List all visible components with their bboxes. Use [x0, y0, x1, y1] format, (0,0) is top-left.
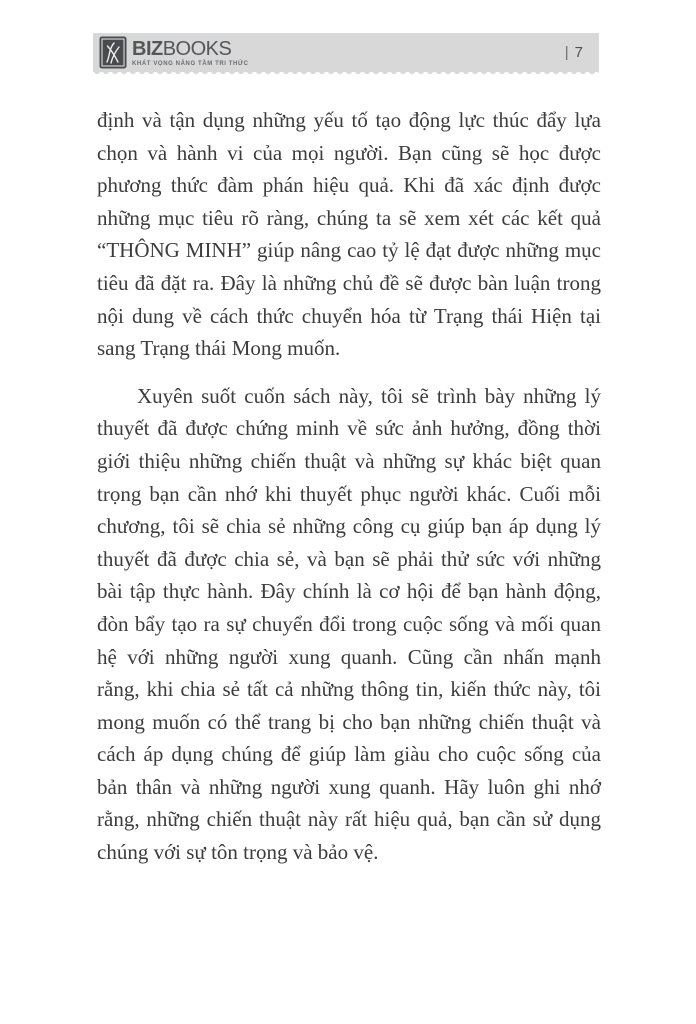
bizbooks-logo: [99, 36, 249, 69]
header-bar: [93, 33, 599, 72]
brand-name-biz: BIZ: [132, 37, 163, 60]
page-number-divider: |: [564, 44, 569, 61]
paragraph: Xuyên suốt cuốn sách này, tôi sẽ trình bày những lý thuyết đã được chứng minh về sức ảnh hưởng, đồng thời giới thiệu những chiến thuật và những sự khác biệt quan trọng bạn cần nhớ khi thuyết phục người khác. Cuối mỗi chương, tôi sẽ chia sẻ những công cụ giúp bạn áp dụng lý thuyết đã được chia sẻ, và bạn sẽ phải thử sức với những bài tập thực hành. Đây chính là cơ hội để bạn hành động, đòn bẩy tạo ra sự chuyển đổi trong cuộc sống và mối quan hệ với những người xung quanh. Cũng cần nhấn mạnh rằng, khi chia sẻ tất cả những thông tin, kiến thức này, tôi mong muốn có thể trang bị cho bạn những chiến thuật và cách áp dụng chúng để giúp làm giàu cho cuộc sống của bản thân và những người xung quanh. Hãy luôn ghi nhớ rằng, những chiến thuật này rất hiệu quả, bạn cần sử dụng chúng với sự tôn trọng và bảo vệ.: [97, 383, 601, 865]
brand-name-books: BOOKS: [162, 37, 232, 60]
brand-name: [132, 39, 249, 59]
brand-text: [132, 39, 249, 67]
bizbooks-logo-icon: [99, 36, 127, 69]
paragraph: định và tận dụng những yếu tố tạo động lực thúc đẩy lựa chọn và hành vi của mọi người. Bạn cũng sẽ học được phương thức đàm phán hiệu quả. Khi đã xác định được những mục tiêu rõ ràng, chúng ta sẽ xem xét các kết quả “THÔNG MINH” giúp nâng cao tỷ lệ đạt được những mục tiêu đã đặt ra. Đây là những chủ đề sẽ được bàn luận trong nội dung về cách thức chuyển hóa từ Trạng thái Hiện tại sang Trạng thái Mong muốn.: [97, 108, 601, 361]
page-number-value: 7: [574, 44, 583, 61]
page-number: [565, 44, 583, 61]
page-content: [97, 104, 601, 869]
brand-tagline: KHÁT VỌNG NÂNG TẦM TRI THỨC: [132, 60, 249, 67]
